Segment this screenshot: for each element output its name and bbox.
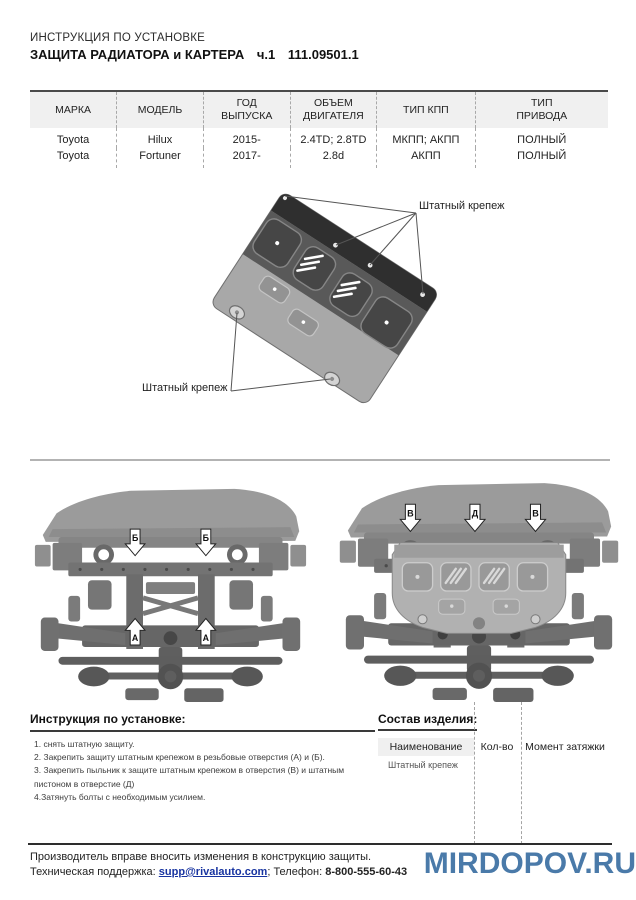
- document-header: [30, 32, 359, 62]
- spec-col-header: ТИП КПП: [377, 91, 475, 128]
- spec-cell: ПОЛНЫЙ: [475, 148, 608, 168]
- part-number: 111.09501.1: [287, 47, 359, 62]
- spec-cell: 2015-: [203, 128, 290, 148]
- instruction-step: 4.Затянуть болты с необходимым усилием.: [34, 791, 206, 802]
- support-email-link[interactable]: supp@rivalauto.com: [158, 866, 268, 878]
- separator: ;: [267, 866, 271, 878]
- composition-column-divider: [474, 702, 475, 844]
- instruction-step: 3. Закрепить пыльник к защите штатным крепежом в отверстия (В) и штатным пистоном в отверстие (Д): [34, 765, 345, 789]
- part-revision: ч.1: [256, 47, 276, 62]
- svg-text:А: А: [202, 633, 210, 644]
- product-name: ЗАЩИТА РАДИАТОРА и КАРТЕРА: [30, 47, 245, 62]
- spec-header-row: [30, 91, 608, 128]
- phone-label: Телефон:: [273, 866, 323, 878]
- vehicle-spec-table: [30, 90, 608, 168]
- spec-col-header: ГОД ВЫПУСКА: [203, 91, 290, 128]
- spec-row: [30, 128, 608, 148]
- spec-col-header: МАРКА: [30, 91, 117, 128]
- callout-label-fasteners-top: Штатный крепеж: [419, 200, 505, 212]
- spec-cell: Fortuner: [117, 148, 204, 168]
- installed-guard: [392, 543, 566, 634]
- support-label: Техническая поддержка:: [30, 866, 156, 878]
- spec-cell: АКПП: [377, 148, 475, 168]
- section-divider: [30, 459, 610, 461]
- svg-text:В: В: [407, 508, 414, 519]
- vehicle-underside-left-diagram: [28, 480, 313, 704]
- spec-cell: Hilux: [117, 128, 204, 148]
- vehicle-underside-right-diagram: [330, 474, 628, 704]
- svg-text:В: В: [532, 508, 539, 519]
- spec-col-header: ТИП ПРИВОДА: [475, 91, 608, 128]
- spec-cell: МКПП; АКПП: [377, 128, 475, 148]
- spec-cell: 2017-: [203, 148, 290, 168]
- svg-text:А: А: [131, 633, 139, 644]
- doc-type-line: ИНСТРУКЦИЯ ПО УСТАНОВКЕ: [30, 32, 206, 44]
- spec-cell: Toyota: [56, 150, 90, 163]
- doc-title-line: [30, 47, 359, 62]
- spec-col-header: МОДЕЛЬ: [117, 91, 204, 128]
- watermark: MIRDOPOV.RU: [423, 847, 636, 880]
- product-composition: [378, 710, 610, 770]
- composition-col-header: Наименование: [378, 738, 474, 756]
- composition-row: Штатный крепеж: [388, 760, 458, 770]
- spec-cell: Toyota: [56, 134, 90, 147]
- spec-cell: 2.4TD; 2.8TD: [290, 128, 377, 148]
- footer-support-line: [30, 866, 407, 878]
- part-3d-diagram: [0, 172, 636, 434]
- composition-header-row: [378, 738, 610, 756]
- installation-instructions: [30, 712, 375, 804]
- composition-column-divider: [521, 702, 522, 844]
- spec-cell: ПОЛНЫЙ: [475, 128, 608, 148]
- svg-text:Б: Б: [131, 532, 139, 543]
- instructions-steps: [30, 738, 375, 804]
- spec-col-header: ОБЪЕМ ДВИГАТЕЛЯ: [290, 91, 377, 128]
- composition-col-header: Момент затяжки: [525, 741, 605, 753]
- composition-col-header: Кол-во: [480, 741, 514, 753]
- footer-disclaimer: Производитель вправе вносить изменения в конструкцию защиты.: [30, 851, 372, 863]
- spec-row: [30, 148, 608, 168]
- spec-cell: 2.8d: [290, 148, 377, 168]
- svg-text:Д: Д: [471, 508, 479, 519]
- instruction-step: 2. Закрепить защиту штатным крепежом в резьбовые отверстия (А) и (Б).: [34, 752, 325, 763]
- callout-label-fasteners-bottom: Штатный крепеж: [142, 382, 228, 394]
- phone-number: 8-800-555-60-43: [325, 866, 408, 878]
- instruction-step: 1. снять штатную защиту.: [34, 739, 135, 749]
- footer-divider: [28, 843, 612, 845]
- svg-text:Б: Б: [202, 532, 210, 543]
- skid-plate: [209, 191, 440, 407]
- instructions-title: Инструкция по установке:: [30, 712, 375, 732]
- composition-title: Состав изделия:: [378, 712, 477, 731]
